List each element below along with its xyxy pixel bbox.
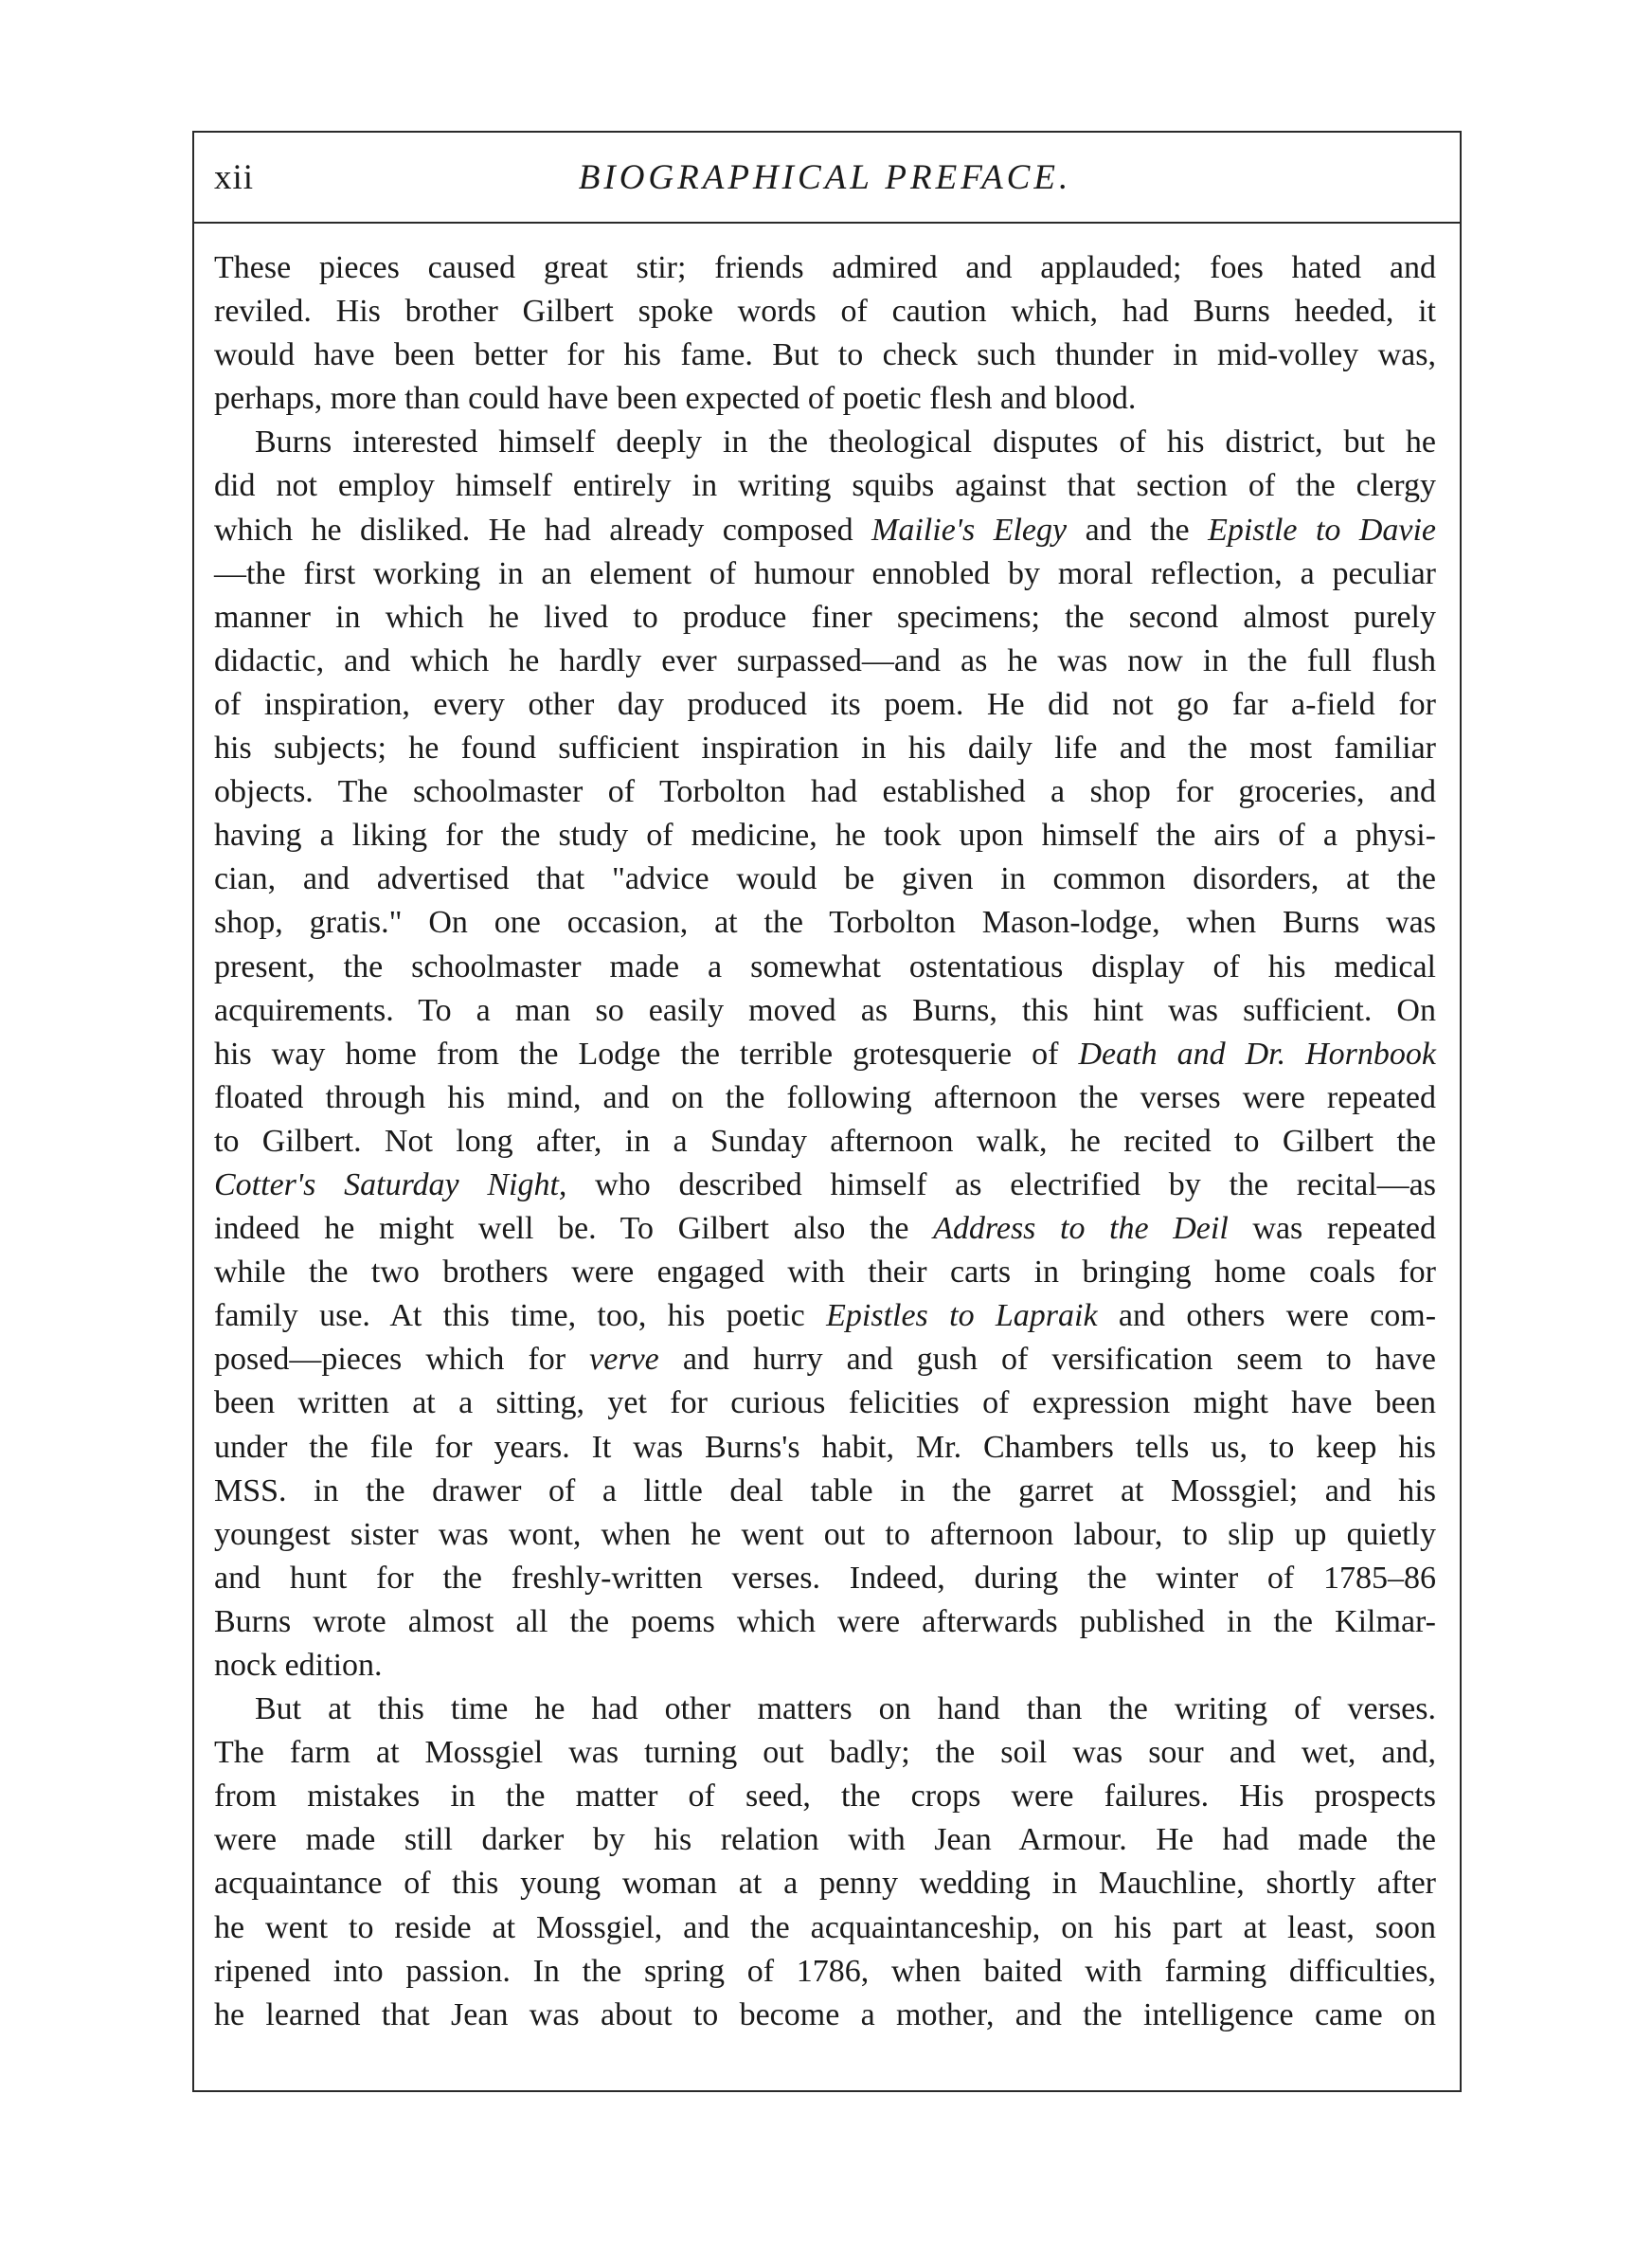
text-fragment: who described himself as electrified by the recital—as: [595, 1166, 1436, 1202]
italic-title: Death and Dr. Hornbook: [1078, 1036, 1437, 1072]
text-line: reviled. His brother Gilbert spoke words of caution which, had Burns heeded, it: [214, 294, 1436, 330]
running-head: [214, 150, 1436, 207]
text-line: been written at a sitting, yet for curious felicities of expression might have been: [214, 1385, 1436, 1421]
text-line: floated through his mind, and on the following afternoon the verses were repeated: [214, 1079, 1436, 1115]
text-line: under the file for years. It was Burns's habit, Mr. Chambers tells us, to keep his: [214, 1429, 1436, 1465]
text-line: of inspiration, every other day produced its poem. He did not go far a-field for: [214, 686, 1436, 722]
text-line: [214, 1033, 1436, 1076]
text-fragment: posed—pieces which for: [214, 1342, 566, 1378]
text-line: ripened into passion. In the spring of 1786, when baited with farming difficulties,: [214, 1953, 1436, 1989]
text-line: he went to reside at Mossgiel, and the acquaintanceship, on his part at least, soon: [214, 1909, 1436, 1945]
text-line: from mistakes in the matter of seed, the crops were failures. His prospects: [214, 1779, 1436, 1815]
text-line: —the first working in an element of humour ennobled by moral reflection, a peculiar: [214, 555, 1436, 591]
text-fragment: and hurry and gush of versification seem to have: [682, 1342, 1436, 1378]
bottom-rule: [192, 2090, 1462, 2092]
text-line: objects. The schoolmaster of Torbolton had established a shop for groceries, and: [214, 774, 1436, 810]
italic-word: verve: [589, 1342, 659, 1378]
text-line: while the two brothers were engaged with their carts in bringing home coals for: [214, 1255, 1436, 1291]
text-line: his subjects; he found sufficient inspiration in his daily life and the most familiar: [214, 731, 1436, 767]
text-line: he learned that Jean was about to become a mother, and the intelligence came on: [214, 1996, 1436, 2032]
text-line: Burns wrote almost all the poems which were afterwards published in the Kilmar-: [214, 1603, 1436, 1639]
left-rule: [192, 131, 194, 2092]
text-line: didactic, and which he hardly ever surpassed—and as he was now in the full flush: [214, 642, 1436, 678]
italic-title: Address to the Deil: [933, 1211, 1229, 1247]
text-fragment: was repeated: [1252, 1211, 1437, 1247]
text-line: perhaps, more than could have been expected of poetic flesh and blood.: [214, 381, 1137, 417]
text-line: were made still darker by his relation with Jean Armour. He had made the: [214, 1822, 1436, 1858]
text-line: [214, 1164, 1436, 1207]
header-rule: [192, 222, 1462, 224]
text-fragment: and the: [1085, 512, 1190, 548]
text-line: cian, and advertised that "advice would be given in common disorders, at the: [214, 861, 1436, 897]
body-text: [214, 246, 1436, 2037]
text-fragment: family use. At this time, too, his poetic: [214, 1298, 805, 1334]
text-line: present, the schoolmaster made a somewhat ostentatious display of his medical: [214, 948, 1436, 984]
text-line: acquaintance of this young woman at a penny wedding in Mauchline, shortly after: [214, 1866, 1436, 1902]
text-line: nock edition.: [214, 1648, 383, 1683]
italic-title: Cotter's Saturday Night,: [214, 1166, 567, 1202]
text-line: These pieces caused great stir; friends admired and applauded; foes hated and: [214, 250, 1436, 285]
text-line: [214, 1338, 1436, 1381]
text-line: acquirements. To a man so easily moved as Burns, this hint was sufficient. On: [214, 992, 1436, 1028]
text-line: [214, 1294, 1436, 1338]
text-fragment: indeed he might well be. To Gilbert also the: [214, 1211, 909, 1247]
text-line: would have been better for his fame. But to check such thunder in mid-volley was,: [214, 337, 1436, 373]
page-title: BIOGRAPHICAL PREFACE.: [578, 158, 1072, 197]
text-line: and hunt for the freshly-written verses. Indeed, during the winter of 1785–86: [214, 1560, 1436, 1596]
italic-title: Epistle to Davie: [1208, 512, 1437, 548]
text-line: did not employ himself entirely in writing squibs against that section of the clergy: [214, 468, 1436, 504]
text-line: having a liking for the study of medicine, he took upon himself the airs of a physi-: [214, 818, 1436, 854]
text-line: manner in which he lived to produce finer specimens; the second almost purely: [214, 599, 1436, 635]
text-line: Burns interested himself deeply in the theological disputes of his district, but he: [255, 424, 1436, 460]
page-frame: [192, 131, 1462, 2092]
text-line: [214, 509, 1436, 552]
text-fragment: his way home from the Lodge the terrible grotesquerie of: [214, 1036, 1059, 1072]
text-line: youngest sister was wont, when he went out to afternoon labour, to slip up quietly: [214, 1516, 1436, 1552]
right-rule: [1460, 131, 1462, 2092]
text-line: shop, gratis." On one occasion, at the Torbolton Mason-lodge, when Burns was: [214, 905, 1436, 941]
text-line: [214, 1207, 1436, 1251]
text-line: But at this time he had other matters on hand than the writing of verses.: [255, 1691, 1436, 1727]
italic-title: Epistles to Lapraik: [826, 1298, 1098, 1334]
page-number: xii: [214, 158, 255, 197]
top-rule: [192, 131, 1462, 133]
italic-title: Mailie's Elegy: [871, 512, 1068, 548]
text-line: to Gilbert. Not long after, in a Sunday afternoon walk, he recited to Gilbert the: [214, 1123, 1436, 1159]
text-fragment: which he disliked. He had already composed: [214, 512, 853, 548]
text-line: MSS. in the drawer of a little deal table in the garret at Mossgiel; and his: [214, 1472, 1436, 1508]
text-line: The farm at Mossgiel was turning out badly; the soil was sour and wet, and,: [214, 1735, 1436, 1771]
text-fragment: and others were com-: [1118, 1298, 1437, 1334]
